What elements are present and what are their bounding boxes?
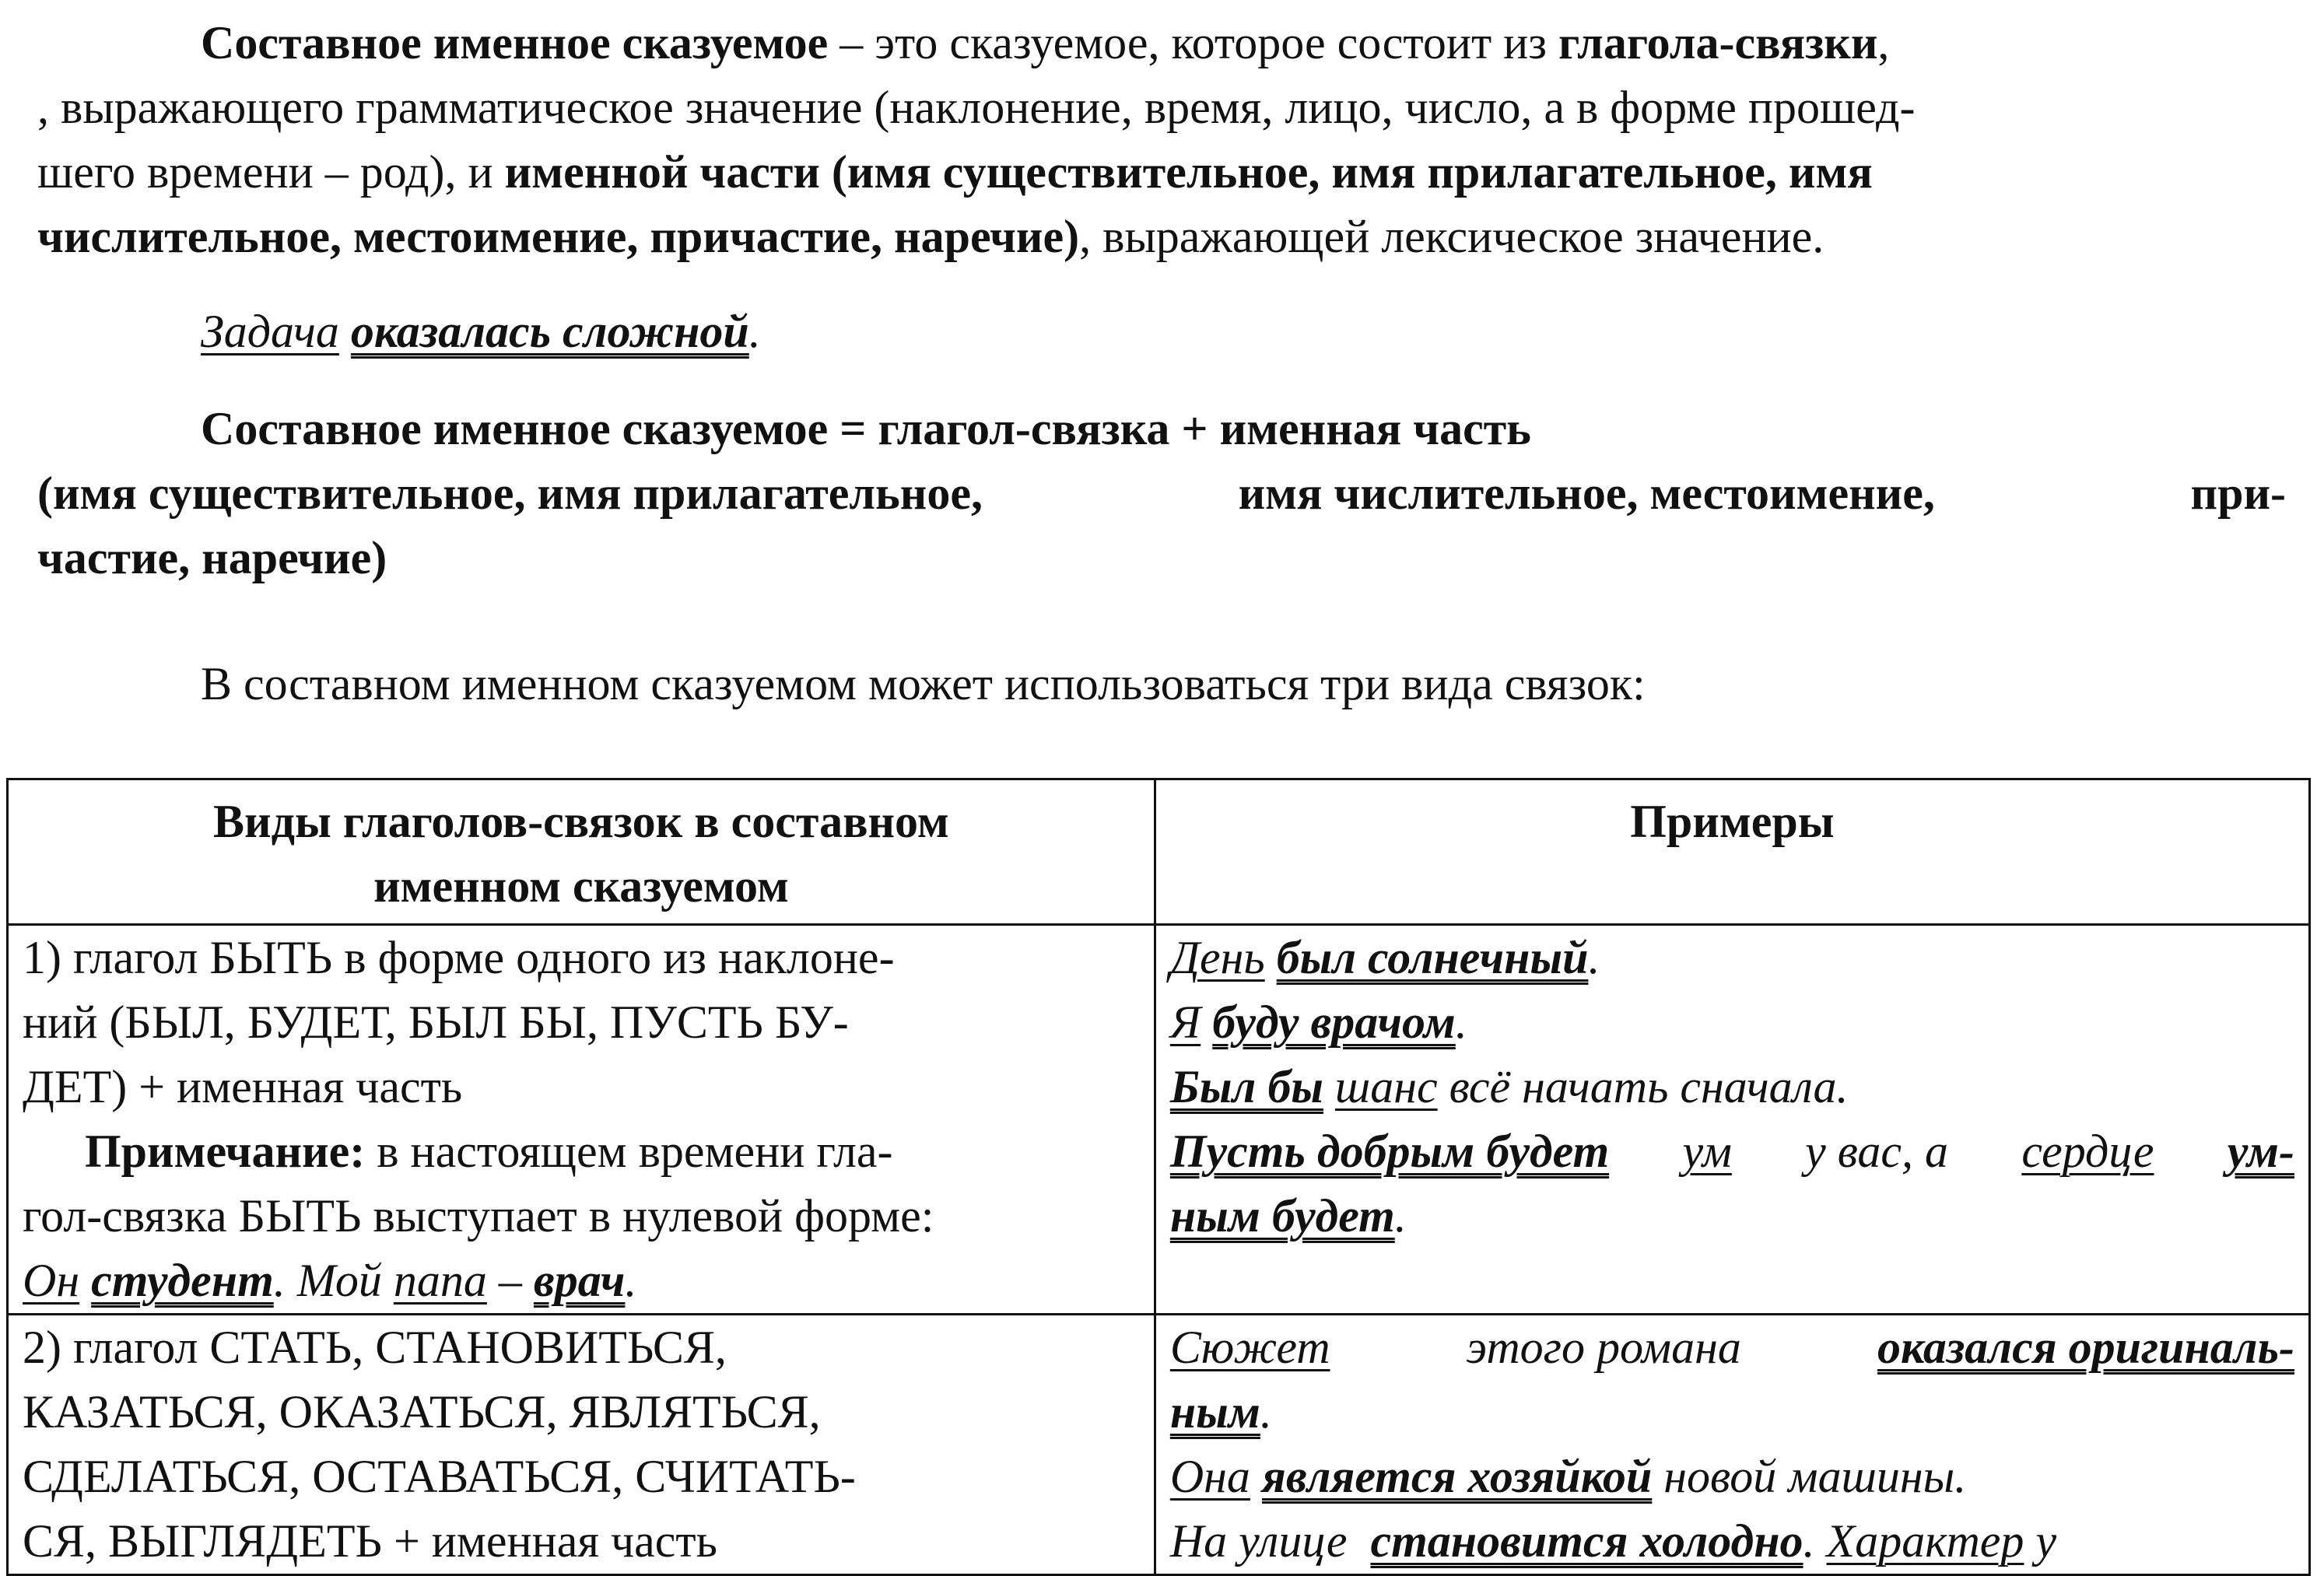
example-line: Она является хозяйкой новой машины. (1169, 1451, 1967, 1502)
definition-term: Составное именное сказуемое (201, 17, 829, 68)
definition-line-2: , выражающего грамматическое значение (наклонение, время, лицо, число, а в форме прошед- (37, 82, 1916, 133)
row1-note-example: Он студент. Мой папа – врач. (23, 1255, 637, 1306)
definition-line-4: числительное, местоимение, причастие, наречие), выражающей лексическое значение. (37, 211, 1824, 262)
example-line: На улице становится холодно. Характер у (1169, 1515, 2057, 1567)
example-line: Сюжет этого романа оказался оригиналь- (1169, 1322, 2294, 1373)
definition-paragraph (37, 11, 2286, 269)
example-sentence: Задача оказалась сложной. (201, 306, 761, 357)
example-predicate: оказалась сложной (350, 306, 749, 357)
example-line: Пусть добрым будет ум у вас, а сердце ум- (1169, 1126, 2294, 1177)
example-line: ным. (1169, 1386, 1272, 1438)
row1-copula-type: 1) глагол БЫТЬ в форме одного из наклоне- ний (БЫЛ, БУДЕТ, БЫЛ БЫ, ПУСТЬ БУ- ДЕТ) + именная часть Примечание: в настоящем времени гла- гол-связка БЫТЬ выступает в нулевой форме: Он студент. Мой папа – врач. (8, 925, 1155, 1315)
table-header-row (8, 779, 2310, 925)
header-copula-types: Виды глаголов-связок в составном именном сказуемом (8, 779, 1155, 925)
definition-line-1: Составное именное сказуемое – это сказуемое, которое состоит из глагола-связки, (201, 17, 1890, 68)
example-line: Был бы шанс всё начать сначала. (1169, 1061, 1849, 1112)
example-subject: Задача (201, 306, 339, 357)
definition-nominal: именной части (имя существительное, имя прилагательное, имя (504, 146, 1873, 198)
example-line: День был солнечный. (1169, 932, 1600, 983)
formula-line-3: частие, наречие) (37, 532, 387, 583)
row1-examples (1155, 925, 2309, 1315)
table-row (8, 925, 2310, 1315)
definition-line-3: шего времени – род), и именной части (имя существительное, имя прилагательное, имя (37, 146, 1873, 198)
row2-copula-type: 2) глагол СТАТЬ, СТАНОВИТЬСЯ, КАЗАТЬСЯ, ОКАЗАТЬСЯ, ЯВЛЯТЬСЯ, СДЕЛАТЬСЯ, ОСТАВАТЬСЯ, СЧИТАТЬ- СЯ, ВЫГЛЯДЕТЬ + именная часть (8, 1315, 1155, 1575)
example-line: ным будет. (1169, 1190, 1407, 1242)
row2-examples (1155, 1315, 2309, 1575)
example-line: Я буду врачом. (1169, 996, 1467, 1048)
formula-line-2: (имя существительное, имя прилагательное, имя числительное, местоимение, при- (37, 468, 2286, 519)
formula-line-1: Составное именное сказуемое = глагол-связка + именная часть (201, 403, 1531, 454)
formula-block (37, 397, 2286, 590)
table-row (8, 1315, 2310, 1575)
copula-types-table (6, 778, 2311, 1576)
header-examples: Примеры (1155, 779, 2309, 925)
row1-note: Примечание: в настоящем времени гла- (85, 1126, 893, 1177)
intro-text: В составном именном сказуемом может использоваться три вида связок: (201, 658, 1646, 709)
definition-copula: глагола-связки (1558, 17, 1878, 68)
